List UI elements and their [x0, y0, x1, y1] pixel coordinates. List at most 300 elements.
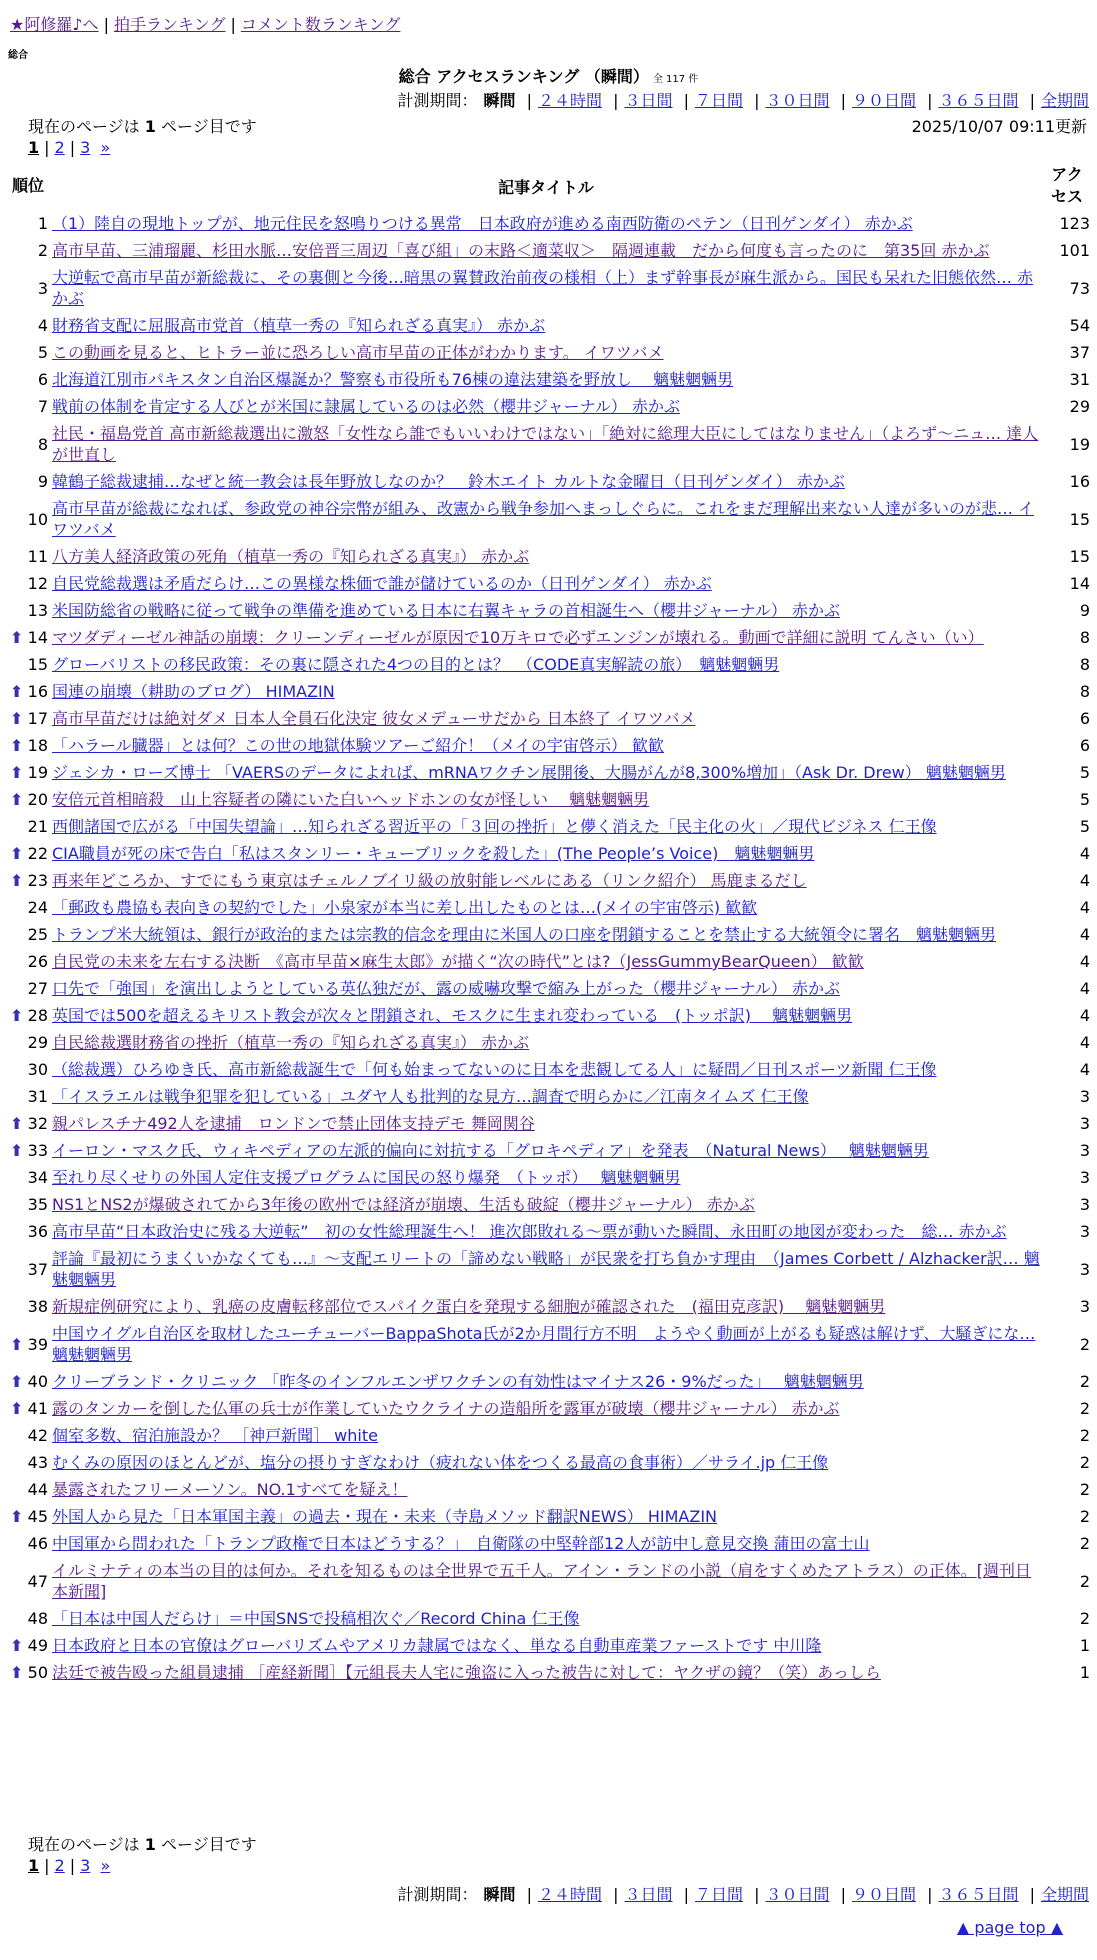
- clap-ranking-link[interactable]: 拍手ランキング: [113, 15, 226, 34]
- table-row: [6, 1557, 1092, 1605]
- title-cell: [50, 651, 1042, 678]
- rank-cell: [6, 495, 50, 543]
- table-row: [6, 786, 1092, 813]
- table-row: [6, 210, 1092, 237]
- table-row: [6, 393, 1092, 420]
- access-count: 4: [1079, 1033, 1090, 1052]
- access-count: 3: [1079, 1222, 1090, 1241]
- access-count: 123: [1059, 214, 1090, 233]
- pager-next[interactable]: »: [100, 1856, 111, 1875]
- article-link[interactable]: マツダディーゼル神話の崩壊：クリーンディーゼルが原因で10万キロで必ずエンジンが壊れる。動画で詳細に説明 てんさい（い）: [52, 628, 984, 647]
- period-30d-link[interactable]: ３０日間: [765, 1885, 830, 1904]
- rank-cell: [6, 975, 50, 1002]
- table-row: [6, 840, 1092, 867]
- rank-cell: [6, 1137, 50, 1164]
- page-title: [0, 64, 1097, 87]
- title-cell: [50, 705, 1042, 732]
- separator: |: [613, 1885, 619, 1904]
- table-header-row: [6, 162, 1092, 210]
- rank-number: 20: [27, 790, 48, 809]
- rank-cell: [6, 921, 50, 948]
- title-cell: [50, 1659, 1042, 1686]
- col-title-header: 記事タイトル: [498, 177, 594, 197]
- rank-cell: [6, 1191, 50, 1218]
- rank-number: 14: [27, 628, 48, 647]
- title-cell: [50, 1002, 1042, 1029]
- title-cell: [50, 1218, 1042, 1245]
- period-3d-link[interactable]: ３日間: [624, 1885, 673, 1904]
- ranking-table: [6, 162, 1092, 1686]
- separator: |: [613, 91, 619, 110]
- article-link[interactable]: CIA職員が死の床で告白「私はスタンリー・キューブリックを殺した」(The People’s Voice) 魑魅魍魎男: [52, 844, 815, 863]
- rank-cell: [6, 1395, 50, 1422]
- table-row: [6, 570, 1092, 597]
- rank-cell: [6, 237, 50, 264]
- article-link[interactable]: 法廷で被告殴った組員逮捕 ［産経新聞］【元組長夫人宅に強盗に入った被告に対して：ヤクザの鏡？（笑）あっしら: [52, 1663, 881, 1682]
- article-link[interactable]: 中国ウイグル自治区を取材したユーチューバーBappaShota氏が2か月間行方不明 ようやく動画が上がるも疑惑は解けず、大騒ぎにな… 魑魅魍魎男: [52, 1324, 1036, 1364]
- table-row: [6, 1530, 1092, 1557]
- page-info-prefix: 現在のページは: [28, 1835, 140, 1854]
- rank-up-arrow-icon: ⬆: [10, 1334, 24, 1354]
- table-row: [6, 921, 1092, 948]
- title-cell: [50, 339, 1042, 366]
- rank-number: 42: [27, 1426, 48, 1445]
- article-link[interactable]: 高市早苗だけは絶対ダメ 日本人全員石化決定 彼女メデューサだから 日本終了 イワツバメ: [52, 709, 696, 728]
- article-link[interactable]: 英国では500を超えるキリスト教会が次々と閉鎖され、モスクに生まれ変わっている (トッポ訳) 魑魅魍魎男: [52, 1006, 853, 1025]
- rank-cell: [6, 366, 50, 393]
- title-cell: [50, 237, 1042, 264]
- table-row: [6, 1002, 1092, 1029]
- table-row: [6, 543, 1092, 570]
- access-count: 2: [1079, 1453, 1090, 1472]
- article-link[interactable]: イルミナティの本当の目的は何か。それを知るものは全世界で五千人。アイン・ランドの小説（肩をすくめたアトラス）の正体。[週刊日本新聞]: [52, 1561, 1032, 1601]
- rank-up-arrow-icon: ⬆: [10, 682, 24, 701]
- title-cell: [50, 840, 1042, 867]
- table-row: [6, 1476, 1092, 1503]
- rank-number: 30: [27, 1060, 48, 1079]
- article-link[interactable]: ジェシカ・ローズ博士 「VAERSのデータによれば、mRNAワクチン展開後、大腸がんが8,300%増加」（Ask Dr. Drew） 魑魅魍魎男: [52, 763, 1006, 782]
- pager-bottom: [28, 1856, 110, 1875]
- page-info-bottom: [28, 1832, 257, 1855]
- pager-page-3[interactable]: 3: [80, 138, 91, 157]
- period-90d-link[interactable]: ９０日間: [851, 1885, 916, 1904]
- article-link[interactable]: 高市早苗、三浦瑠麗、杉田水脈…安倍晋三周辺「喜び組」の末路＜適菜収＞ 隔週連載 だから何度も言ったのに 第35回 赤かぶ: [52, 241, 990, 260]
- comment-ranking-link[interactable]: コメント数ランキング: [240, 15, 401, 34]
- table-row: [6, 264, 1092, 312]
- rank-cell: [6, 1029, 50, 1056]
- article-link[interactable]: 口先で「強国」を演出しようとしている英仏独だが、露の威嚇攻撃で縮み上がった（櫻井ジャーナル） 赤かぶ: [52, 979, 840, 998]
- table-row: [6, 495, 1092, 543]
- table-row: [6, 597, 1092, 624]
- table-row: [6, 678, 1092, 705]
- separator: |: [526, 91, 532, 110]
- title-cell: [50, 1503, 1042, 1530]
- article-link[interactable]: 安倍元首相暗殺 山上容疑者の隣にいた白いヘッドホンの女が怪しい 魑魅魍魎男: [52, 790, 650, 809]
- rank-cell: [6, 759, 50, 786]
- article-link[interactable]: 親パレスチナ492人を逮捕 ロンドンで禁止団体支持デモ 舞岡関谷: [52, 1114, 535, 1133]
- pager-current: 1: [28, 138, 40, 157]
- article-link[interactable]: NS1とNS2が爆破されてから3年後の欧州では経済が崩壊、生活も破綻（櫻井ジャーナル） 赤かぶ: [52, 1195, 755, 1214]
- rank-cell: [6, 1083, 50, 1110]
- article-link[interactable]: 国連の崩壊（耕助のブログ） HIMAZIN: [52, 682, 335, 701]
- rank-number: 7: [37, 397, 48, 416]
- title-cell: [50, 312, 1042, 339]
- rank-cell: [6, 678, 50, 705]
- rank-number: 38: [27, 1297, 48, 1316]
- rank-number: 27: [27, 979, 48, 998]
- rank-number: 26: [27, 952, 48, 971]
- period-selector-bottom: [397, 1882, 1089, 1905]
- article-link[interactable]: 再来年どころか、すでにもう東京はチェルノブイリ級の放射能レベルにある（リンク紹介） 馬鹿まるだし: [52, 871, 807, 890]
- rank-number: 19: [27, 763, 48, 782]
- title-cell: [50, 366, 1042, 393]
- separator: |: [44, 1856, 50, 1875]
- home-link[interactable]: ★阿修羅♪へ: [10, 15, 99, 34]
- page-top-link[interactable]: ▲ page top ▲: [956, 1918, 1063, 1937]
- rank-number: 39: [27, 1334, 48, 1354]
- article-link[interactable]: 個室多数、宿泊施設か？ ［神戸新聞］ white: [52, 1426, 378, 1445]
- col-rank-header: 順位: [11, 176, 44, 195]
- rank-cell: [6, 1110, 50, 1137]
- rank-up-arrow-icon: ⬆: [10, 709, 24, 728]
- access-count: 4: [1079, 871, 1090, 890]
- table-row: [6, 624, 1092, 651]
- period-all-link[interactable]: 全期間: [1040, 91, 1089, 110]
- rank-up-arrow-icon: ⬆: [10, 1636, 24, 1655]
- title-cell: [50, 1557, 1042, 1605]
- separator: |: [44, 138, 50, 157]
- rank-number: 32: [27, 1114, 48, 1133]
- article-link[interactable]: 中国軍から問われた「トランプ政権で日本はどうする？」 自衛隊の中堅幹部12人が訪中し意見交換 蒲田の富士山: [52, 1534, 870, 1553]
- rank-cell: [6, 624, 50, 651]
- access-count: 37: [1069, 343, 1090, 362]
- rank-number: 21: [27, 817, 48, 836]
- period-365d-link[interactable]: ３６５日間: [938, 1885, 1019, 1904]
- pager-page-3[interactable]: 3: [80, 1856, 91, 1875]
- updated-timestamp: 2025/10/07 09:11更新: [911, 117, 1087, 136]
- table-row: [6, 1056, 1092, 1083]
- title-cell: [50, 975, 1042, 1002]
- article-link[interactable]: （総裁選）ひろゆき氏、高市新総裁誕生で「何も始まってないのに日本を悲観してる人」に疑問／日刊スポーツ新聞 仁王像: [52, 1060, 937, 1079]
- rank-cell: [6, 1320, 50, 1368]
- article-link[interactable]: グローバリストの移民政策：その裏に隠された4つの目的とは？ （CODE真実解読の旅） 魑魅魍魎男: [52, 655, 780, 674]
- rank-cell: [6, 570, 50, 597]
- table-row: [6, 312, 1092, 339]
- rank-cell: [6, 339, 50, 366]
- rank-number: 40: [27, 1372, 48, 1391]
- article-link[interactable]: 至れり尽くせりの外国人定住支援プログラムに国民の怒り爆発 （トッポ） 魑魅魍魎男: [52, 1168, 681, 1187]
- access-count: 14: [1069, 574, 1090, 593]
- rank-number: 11: [27, 547, 48, 566]
- period-24h-link[interactable]: ２４時間: [537, 1885, 602, 1904]
- rank-cell: [6, 705, 50, 732]
- rank-up-arrow-icon: ⬆: [10, 790, 24, 809]
- rank-number: 28: [27, 1006, 48, 1025]
- access-count: 8: [1079, 655, 1090, 674]
- access-count: 3: [1079, 1114, 1090, 1133]
- article-link[interactable]: 財務省支配に屈服高市党首（植草一秀の『知られざる真実』） 赤かぶ: [52, 316, 546, 335]
- title-cell: [50, 1368, 1042, 1395]
- rank-up-arrow-icon: ⬆: [10, 736, 24, 755]
- title-cell: [50, 1605, 1042, 1632]
- separator: |: [754, 91, 760, 110]
- article-link[interactable]: イーロン・マスク氏、ウィキペディアの左派的偏向に対抗する「グロキペディア」を発表 （Natural News） 魑魅魍魎男: [52, 1141, 929, 1160]
- title-cell: [50, 1083, 1042, 1110]
- rank-up-arrow-icon: ⬆: [10, 1114, 24, 1133]
- title-cell: [50, 570, 1042, 597]
- table-row: [6, 339, 1092, 366]
- rank-cell: [6, 786, 50, 813]
- period-3d-link[interactable]: ３日間: [624, 91, 673, 110]
- article-link[interactable]: 韓鶴子総裁逮捕…なぜと統一教会は長年野放しなのか？ 鈴木エイト カルトな金曜日（日刊ゲンダイ） 赤かぶ: [52, 472, 845, 491]
- title-text: 総合 アクセスランキング （瞬間）: [398, 67, 649, 86]
- access-count: 2: [1079, 1399, 1090, 1418]
- title-cell: [50, 1191, 1042, 1218]
- article-link[interactable]: この動画を見ると、ヒトラー並に恐ろしい高市早苗の正体がわかります。 イワツバメ: [52, 343, 664, 362]
- title-cell: [50, 678, 1042, 705]
- pager-page-2[interactable]: 2: [54, 138, 65, 157]
- page-info-suffix: ページ目です: [161, 117, 257, 136]
- rank-number: 41: [27, 1399, 48, 1418]
- rank-number: 24: [27, 898, 48, 917]
- col-access-header: アクセス: [1050, 165, 1083, 206]
- rank-cell: [6, 1476, 50, 1503]
- period-365d-link[interactable]: ３６５日間: [938, 91, 1019, 110]
- page-info-number: 1: [144, 117, 156, 136]
- article-link[interactable]: 八方美人経済政策の死角（植草一秀の『知られざる真実』） 赤かぶ: [52, 547, 530, 566]
- title-cell: [50, 732, 1042, 759]
- article-link[interactable]: 大逆転で高市早苗が新総裁に、その裏側と今後…暗黒の翼賛政治前夜の様相（上）まず幹事長が麻生派から。国民も呆れた旧態依然… 赤かぶ: [52, 268, 1034, 308]
- article-link[interactable]: 自民総裁選財務省の挫折（植草一秀の『知られざる真実』） 赤かぶ: [52, 1033, 530, 1052]
- page-info-suffix: ページ目です: [161, 1835, 257, 1854]
- period-7d-link[interactable]: ７日間: [694, 1885, 743, 1904]
- article-link[interactable]: 高市早苗が総裁になれば、参政党の神谷宗幣が組み、改憲から戦争参加へまっしぐらに。これをまだ理解出来ない人達が多いのが悲… イワツバメ: [52, 499, 1035, 539]
- separator: |: [840, 91, 846, 110]
- article-link[interactable]: 「日本は中国人だらけ」＝中国SNSで投稿相次ぐ／Record China 仁王像: [52, 1609, 580, 1628]
- rank-number: 35: [27, 1195, 48, 1214]
- separator: |: [69, 138, 76, 157]
- title-cell: [50, 867, 1042, 894]
- rank-cell: [6, 393, 50, 420]
- period-7d-link[interactable]: ７日間: [694, 91, 743, 110]
- access-count: 2: [1079, 1426, 1090, 1445]
- rank-up-arrow-icon: ⬆: [10, 1399, 24, 1418]
- rank-number: 37: [27, 1259, 48, 1279]
- table-row: [6, 813, 1092, 840]
- article-link[interactable]: 「ハラール臓器」とは何？この世の地獄体験ツアーご紹介！（メイの宇宙啓示） 歓歓: [52, 736, 664, 755]
- rank-number: 17: [27, 709, 48, 728]
- table-row: [6, 867, 1092, 894]
- rank-number: 47: [27, 1571, 48, 1591]
- rank-up-arrow-icon: ⬆: [10, 1141, 24, 1160]
- pager-page-2[interactable]: 2: [54, 1856, 65, 1875]
- rank-number: 3: [37, 278, 48, 298]
- access-count: 2: [1079, 1571, 1090, 1591]
- period-all-link[interactable]: 全期間: [1040, 1885, 1089, 1904]
- table-row: [6, 1137, 1092, 1164]
- title-cell: [50, 1137, 1042, 1164]
- title-cell: [50, 393, 1042, 420]
- separator: |: [103, 15, 109, 34]
- rank-number: 23: [27, 871, 48, 890]
- access-count: 4: [1079, 925, 1090, 944]
- site-tag: 総合: [8, 50, 28, 61]
- table-row: [6, 1320, 1092, 1368]
- article-link[interactable]: 新規症例研究により、乳癌の皮膚転移部位でスパイク蛋白を発現する細胞が確認された (福田克彦訳) 魑魅魍魎男: [52, 1297, 886, 1316]
- period-24h-link[interactable]: ２４時間: [537, 91, 602, 110]
- access-count: 3: [1079, 1087, 1090, 1106]
- rank-number: 34: [27, 1168, 48, 1187]
- access-count: 101: [1059, 241, 1090, 260]
- article-link[interactable]: 露のタンカーを倒した仏軍の兵士が作業していたウクライナの造船所を露軍が破壊（櫻井ジャーナル） 赤かぶ: [52, 1399, 840, 1418]
- access-count: 3: [1079, 1259, 1090, 1279]
- access-count: 3: [1079, 1195, 1090, 1214]
- access-count: 2: [1079, 1507, 1090, 1526]
- access-count: 3: [1079, 1141, 1090, 1160]
- table-row: [6, 366, 1092, 393]
- article-link[interactable]: 米国防総省の戦略に従って戦争の準備を進めている日本に右翼キャラの首相誕生へ（櫻井ジャーナル） 赤かぶ: [52, 601, 840, 620]
- title-cell: [50, 894, 1042, 921]
- title-cell: [50, 543, 1042, 570]
- page-top: [957, 1918, 1063, 1937]
- page-info-prefix: 現在のページは: [28, 117, 140, 136]
- title-cell: [50, 813, 1042, 840]
- page-info-top: [28, 114, 257, 137]
- rank-cell: [6, 732, 50, 759]
- access-count: 1: [1079, 1636, 1090, 1655]
- table-row: [6, 975, 1092, 1002]
- separator: |: [1029, 1885, 1035, 1904]
- table-row: [6, 1659, 1092, 1686]
- separator: |: [927, 91, 933, 110]
- access-count: 3: [1079, 1168, 1090, 1187]
- article-link[interactable]: 日本政府と日本の官僚はグローバリズムやアメリカ隷属ではなく、単なる自動車産業ファーストです 中川隆: [52, 1636, 822, 1655]
- table-row: [6, 1293, 1092, 1320]
- separator: |: [840, 1885, 846, 1904]
- rank-number: 44: [27, 1480, 48, 1499]
- access-count: 19: [1069, 434, 1090, 454]
- table-row: [6, 468, 1092, 495]
- article-link[interactable]: 北海道江別市パキスタン自治区爆誕か？警察も市役所も76棟の違法建築を野放し 魑魅魍魎男: [52, 370, 734, 389]
- article-link[interactable]: 「イスラエルは戦争犯罪を犯している」ユダヤ人も批判的な見方…調査で明らかに／江南タイムズ 仁王像: [52, 1087, 809, 1106]
- separator: |: [1029, 91, 1035, 110]
- rank-number: 9: [37, 472, 48, 491]
- title-cell: [50, 786, 1042, 813]
- article-link[interactable]: 戦前の体制を肯定する人びとが米国に隷属しているのは必然（櫻井ジャーナル） 赤かぶ: [52, 397, 680, 416]
- table-row: [6, 1632, 1092, 1659]
- rank-number: 49: [27, 1636, 48, 1655]
- title-cell: [50, 597, 1042, 624]
- period-30d-link[interactable]: ３０日間: [765, 91, 830, 110]
- pager-next[interactable]: »: [100, 138, 111, 157]
- rank-cell: [6, 1056, 50, 1083]
- period-label: 計測期間：: [397, 91, 478, 110]
- article-link[interactable]: むくみの原因のほとんどが、塩分の摂りすぎなわけ（疲れない体をつくる最高の食事術）／サライ.jp 仁王像: [52, 1453, 829, 1472]
- access-count: 2: [1079, 1609, 1090, 1628]
- rank-up-arrow-icon: ⬆: [10, 1507, 24, 1526]
- article-link[interactable]: クリーブランド・クリニック 「昨冬のインフルエンザワクチンの有効性はマイナス26・9%だった」 魑魅魍魎男: [52, 1372, 864, 1391]
- title-cell: [50, 1245, 1042, 1293]
- rank-cell: [6, 1422, 50, 1449]
- rank-number: 18: [27, 736, 48, 755]
- table-row: [6, 1422, 1092, 1449]
- article-link[interactable]: 社民・福島党首 高市新総裁選出に激怒「女性なら誰でもいいわけではない」「絶対に総理大臣にしてはなりません」（よろず〜ニュ… 達人が世直し: [52, 424, 1039, 464]
- title-cell: [50, 495, 1042, 543]
- access-count: 6: [1079, 736, 1090, 755]
- title-cell: [50, 948, 1042, 975]
- rank-number: 8: [37, 434, 48, 454]
- separator: |: [683, 91, 689, 110]
- article-link[interactable]: 外国人から見た「日本軍国主義」の過去・現在・未来（寺島メソッド翻訳NEWS） HIMAZIN: [52, 1507, 718, 1526]
- table-row: [6, 1164, 1092, 1191]
- table-row: [6, 894, 1092, 921]
- title-cell: [50, 1029, 1042, 1056]
- table-row: [6, 1191, 1092, 1218]
- rank-number: 13: [27, 601, 48, 620]
- article-link[interactable]: 自民党の未来を左右する決断 《高市早苗×麻生太郎》が描く“次の時代”とは?（JessGummyBearQueen） 歓歓: [52, 952, 864, 971]
- rank-number: 4: [37, 316, 48, 335]
- rank-cell: [6, 1449, 50, 1476]
- table-row: [6, 1395, 1092, 1422]
- access-count: 8: [1079, 628, 1090, 647]
- access-count: 5: [1079, 790, 1090, 809]
- article-link[interactable]: 自民党総裁選は矛盾だらけ…この異様な株価で誰が儲けているのか（日刊ゲンダイ） 赤かぶ: [52, 574, 712, 593]
- rank-cell: [6, 840, 50, 867]
- pager-top: [28, 138, 110, 157]
- title-cell: [50, 759, 1042, 786]
- access-count: 4: [1079, 898, 1090, 917]
- rank-cell: [6, 1530, 50, 1557]
- access-count: 2: [1079, 1372, 1090, 1391]
- title-cell: [50, 1110, 1042, 1137]
- access-count: 4: [1079, 844, 1090, 863]
- access-count: 5: [1079, 817, 1090, 836]
- title-cell: [50, 1293, 1042, 1320]
- rank-number: 31: [27, 1087, 48, 1106]
- rank-cell: [6, 1368, 50, 1395]
- table-row: [6, 1368, 1092, 1395]
- rank-cell: [6, 420, 50, 468]
- rank-cell: [6, 867, 50, 894]
- article-link[interactable]: 評論『最初にうまくいかなくても…』〜支配エリートの「諦めない戦略」が民衆を打ち負かす理由 （James Corbett / Alzhacker訳… 魑魅魍魎男: [52, 1249, 1040, 1289]
- table-row: [6, 1245, 1092, 1293]
- access-count: 8: [1079, 682, 1090, 701]
- rank-cell: [6, 1293, 50, 1320]
- separator: |: [230, 15, 236, 34]
- access-count: 54: [1069, 316, 1090, 335]
- title-cell: [50, 264, 1042, 312]
- access-count: 2: [1079, 1480, 1090, 1499]
- article-link[interactable]: （1）陸自の現地トップが、地元住民を怒鳴りつける異常 日本政府が進める南西防衛のペテン（日刊ゲンダイ） 赤かぶ: [52, 214, 913, 233]
- rank-up-arrow-icon: ⬆: [10, 628, 24, 647]
- title-cell: [50, 1164, 1042, 1191]
- rank-cell: [6, 1245, 50, 1293]
- article-link[interactable]: 「郵政も農協も表向きの契約でした」小泉家が本当に差し出したものとは…(メイの宇宙啓示) 歓歓: [52, 898, 758, 917]
- rank-number: 43: [27, 1453, 48, 1472]
- article-link[interactable]: 高市早苗“日本政治史に残る大逆転” 初の女性総理誕生へ！ 進次郎敗れる〜票が動いた瞬間、永田町の地図が変わった 総… 赤かぶ: [52, 1222, 1007, 1241]
- rank-up-arrow-icon: ⬆: [10, 844, 24, 863]
- access-count: 6: [1079, 709, 1090, 728]
- separator: |: [683, 1885, 689, 1904]
- title-cell: [50, 210, 1042, 237]
- rank-cell: [6, 1557, 50, 1605]
- article-link[interactable]: 西側諸国で広がる「中国失望論」…知られざる習近平の「３回の挫折」と儚く消えた「民主化の火」／現代ビジネス 仁王像: [52, 817, 937, 836]
- article-link[interactable]: 暴露されたフリーメーソン。NO.1すべてを疑え！: [52, 1480, 408, 1499]
- period-90d-link[interactable]: ９０日間: [851, 91, 916, 110]
- period-selector-top: [397, 88, 1089, 111]
- pager-current: 1: [28, 1856, 40, 1875]
- article-link[interactable]: トランプ米大統領は、銀行が政治的または宗教的信念を理由に米国人の口座を閉鎖することを禁止する大統領令に署名 魑魅魍魎男: [52, 925, 997, 944]
